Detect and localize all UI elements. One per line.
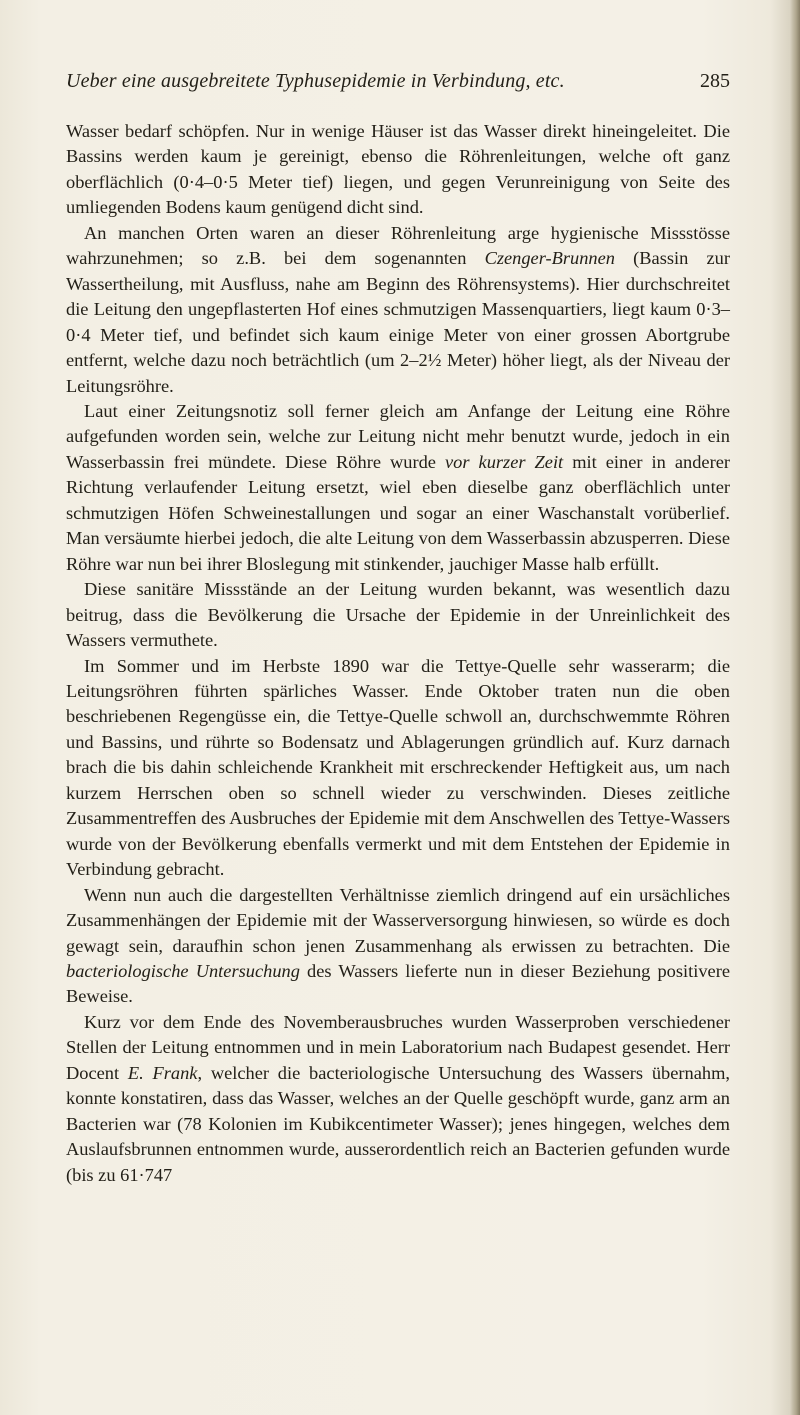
paragraph-text: mit einer in anderer Richtung verlaufender Leitung ersetzt, wiel eben dieselbe ganz oberflächlich unter schmutzigen Höfen Schweinestallungen und sogar an einer Waschanstalt vorüberlief. Man versäumte hierbei jedoch, die alte Leitung von dem Wasserbassin abzusperren. Diese Röhre war nun bei ihrer Bloslegung mit stinkender, jauchiger Masse halb erfüllt. bbox=[66, 451, 730, 574]
paragraph-text: Laut einer Zeitungsnotiz soll ferner gleich am Anfange der Leitung eine Röhre aufgefunden worden sein, welche zur Leitung nicht mehr benutzt wurde, jedoch in ein Wasserbassin frei mündete. Diese Röhre wurde bbox=[66, 400, 730, 472]
paragraph-text: Kurz vor dem Ende des Novemberausbruches wurden Wasserproben verschiedener Stellen der Leitung entnommen und in mein Laboratorium nach Budapest gesendet. Herr Docent bbox=[66, 1011, 730, 1083]
paragraph-p5 bbox=[66, 654, 730, 883]
paragraph-p3 bbox=[66, 399, 730, 577]
paragraph-p1 bbox=[66, 119, 730, 221]
emphasis-text: bacteriologische Untersuchung bbox=[66, 960, 300, 981]
paragraph-p7 bbox=[66, 1010, 730, 1188]
emphasis-text: Czenger-Brunnen bbox=[484, 248, 615, 269]
paragraph-text: (Bassin zur Wassertheilung, mit Ausfluss, nahe am Beginn des Röhrensystems). Hier durchschreitet die Leitung den ungepflasterten Hof eines schmutzigen Massenquartiers, liegt kaum 0·3–0·4 Meter tief, und befindet sich kaum einige Meter von einer grossen Abortgrube entfernt, welche dazu noch beträchtlich (um 2–2½ Meter) höher liegt, als der Niveau der Leitungsröhre. bbox=[66, 248, 730, 396]
paragraph-p6 bbox=[66, 883, 730, 1010]
page-number: 285 bbox=[700, 70, 730, 92]
paragraph-text: des Wassers lieferte nun in dieser Beziehung positivere Beweise. bbox=[66, 960, 731, 1007]
emphasis-text: vor kurzer Zeit bbox=[445, 451, 564, 472]
paragraph-text: Diese sanitäre Missstände an der Leitung wurden bekannt, was wesentlich dazu beitrug, dass die Bevölkerung die Ursache der Epidemie in der Unreinlichkeit des Wassers vermuthete. bbox=[66, 579, 730, 651]
paragraph-text: , welcher die bacteriologische Untersuchung des Wassers übernahm, konnte konstatiren, dass das Wasser, welches an der Quelle geschöpft wurde, ganz arm an Bacterien war (78 Kolonien im Kubikcentimeter Wasser); jenes hingegen, welches dem Auslaufsbrunnen entnommen wurde, ausserordentlich reich an Bacterien gefunden wurde (bis zu 61·747 bbox=[66, 1062, 730, 1185]
emphasis-text: E. Frank bbox=[127, 1062, 198, 1083]
paragraph-text: An manchen Orten waren an dieser Röhrenleitung arge hygienische Missstösse wahrzunehmen; so z.B. bei dem sogenannten bbox=[66, 222, 730, 269]
page-edge-shadow bbox=[790, 0, 800, 1415]
body-text bbox=[66, 119, 730, 1188]
paragraph-p2 bbox=[66, 221, 730, 399]
paragraph-text: Wasser bedarf schöpfen. Nur in wenige Häuser ist das Wasser direkt hineingeleitet. Die Bassins werden kaum je gereinigt, ebenso die Röhrenleitungen, welche oft ganz oberflächlich (0·4–0·5 Meter tief) liegen, und gegen Verunreinigung von Seite des umliegenden Bodens kaum genügend dicht sind. bbox=[66, 121, 730, 218]
paragraph-text: Im Sommer und im Herbste 1890 war die Tettye-Quelle sehr wasserarm; die Leitungsröhren führten spärliches Wasser. Ende Oktober traten nun die oben beschriebenen Regengüsse ein, die Tettye-Quelle schwoll an, durchschwemmte Röhren und Bassins, und rührte so Bodensatz und Ablagerungen gründlich auf. Kurz darnach brach die bis dahin schleichende Krankheit mit erschreckender Heftigkeit aus, um nach kurzem Herrschen oben so schnell wieder zu verschwinden. Dieses zeitliche Zusammentreffen des Ausbruches der Epidemie mit dem Anschwellen des Tettye-Wassers wurde von der Bevölkerung ebenfalls vermerkt und mit dem Entstehen der Epidemie in Verbindung gebracht. bbox=[66, 655, 730, 880]
paragraph-text: Wenn nun auch die dargestellten Verhältnisse ziemlich dringend auf ein ursächliches Zusammenhängen der Epidemie mit der Wasserversorgung hinwiesen, so würde es doch gewagt sein, daraufhin schon jenen Zusammenhang als erwissen zu betrachten. Die bbox=[66, 884, 730, 956]
running-head bbox=[66, 70, 730, 100]
paragraph-p4 bbox=[66, 577, 730, 653]
running-head-title: Ueber eine ausgebreitete Typhusepidemie in Verbindung, etc. bbox=[66, 70, 565, 92]
